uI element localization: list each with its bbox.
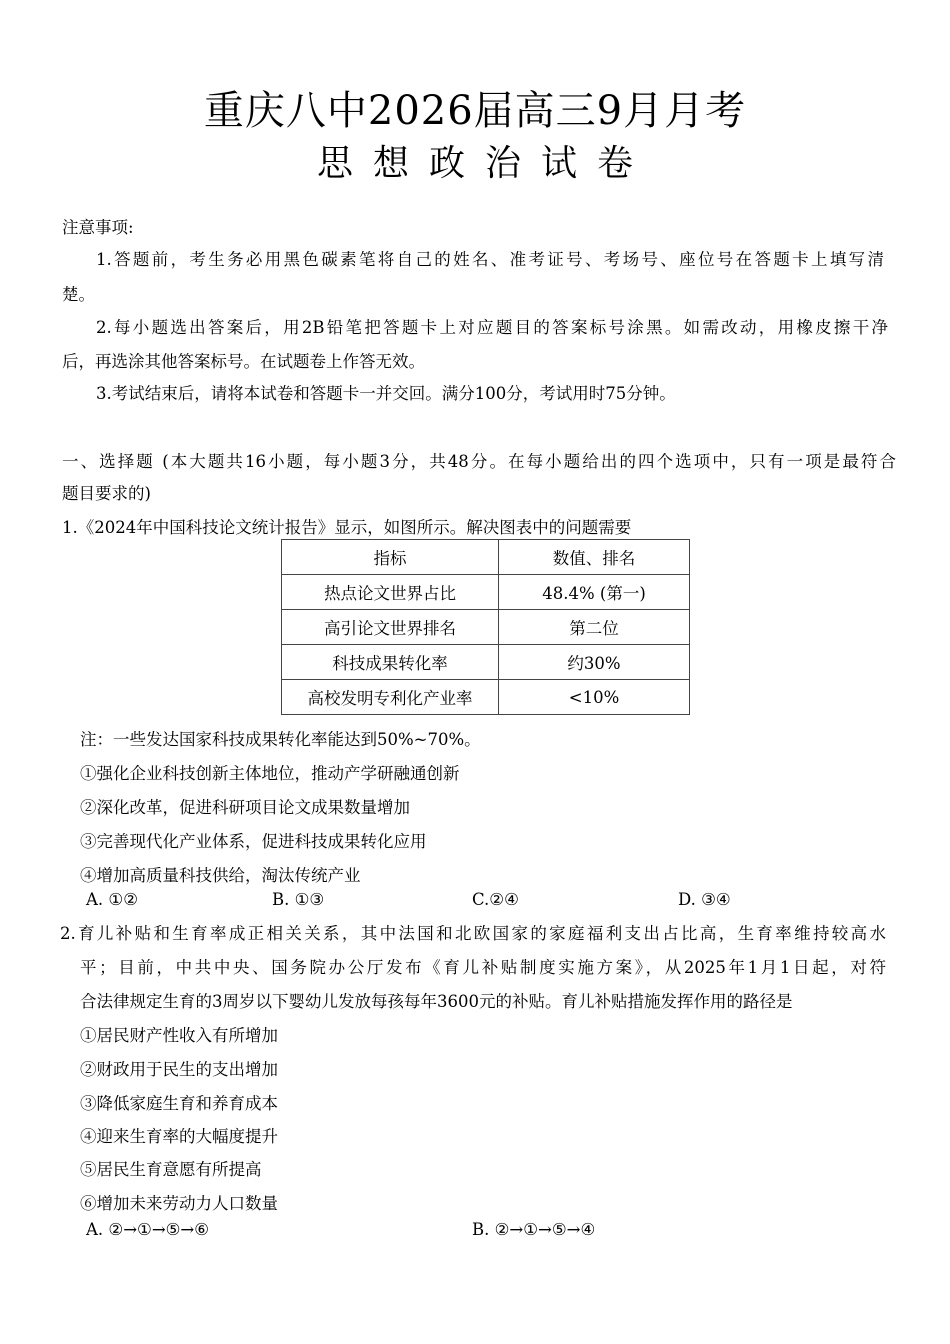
q2-statement: ②财政用于民生的支出增加 — [80, 1060, 278, 1079]
note-item-1-line-2: 楚。 — [62, 285, 95, 304]
table-header-row — [282, 540, 690, 575]
q1-option-d[interactable]: D. ③④ — [678, 890, 731, 909]
q2-statement: ③降低家庭生育和养育成本 — [80, 1094, 278, 1113]
q1-stats-table — [281, 539, 690, 715]
table-row — [282, 680, 690, 715]
table-header-cell: 数值、排名 — [499, 540, 690, 575]
table-cell: 约30% — [499, 645, 690, 680]
section1-heading-line-1: 一、选择题 (本大题共16小题，每小题3分，共48分。在每小题给出的四个选项中，只有一项是最符合 — [62, 452, 896, 471]
q2-option-b[interactable]: B. ②→①→⑤→④ — [472, 1220, 596, 1239]
q1-statement: ④增加高质量科技供给，淘汰传统产业 — [80, 866, 361, 885]
q1-option-b[interactable]: B. ①③ — [272, 890, 325, 909]
q1-statement: ②深化改革，促进科研项目论文成果数量增加 — [80, 798, 410, 817]
table-cell: 第二位 — [499, 610, 690, 645]
table-cell: 48.4% (第一) — [499, 575, 690, 610]
table-cell: 高引论文世界排名 — [282, 610, 499, 645]
notes-heading: 注意事项: — [62, 218, 134, 237]
table-row — [282, 645, 690, 680]
q1-statement: ①强化企业科技创新主体地位，推动产学研融通创新 — [80, 764, 460, 783]
table-row — [282, 610, 690, 645]
table-header-cell: 指标 — [282, 540, 499, 575]
q2-statement: ①居民财产性收入有所增加 — [80, 1026, 278, 1045]
note-item-1-line-1: 1.答题前，考生务必用黑色碳素笔将自己的姓名、准考证号、考场号、座位号在答题卡上填写清 — [96, 250, 884, 269]
note-item-2-line-2: 后，再选涂其他答案标号。在试题卷上作答无效。 — [62, 352, 425, 371]
q2-option-a[interactable]: A. ②→①→⑤→⑥ — [86, 1220, 210, 1239]
q1-option-a[interactable]: A. ①② — [86, 890, 138, 909]
table-cell: 高校发明专利化产业率 — [282, 680, 499, 715]
q2-statement: ⑥增加未来劳动力人口数量 — [80, 1194, 278, 1213]
table-cell: 热点论文世界占比 — [282, 575, 499, 610]
note-item-2-line-1: 2.每小题选出答案后，用2B铅笔把答题卡上对应题目的答案标号涂黑。如需改动，用橡皮擦干净 — [96, 318, 888, 337]
q1-note: 注：一些发达国家科技成果转化率能达到50%~70%。 — [80, 730, 481, 749]
q2-statement: ⑤居民生育意愿有所提高 — [80, 1160, 262, 1179]
exam-subject: 思想政治试卷 — [316, 143, 653, 184]
exam-title: 重庆八中2026届高三9月月考 — [203, 88, 747, 134]
section1-heading-line-2: 题目要求的) — [62, 484, 151, 503]
q2-stem-line-3: 合法律规定生育的3周岁以下婴幼儿发放每孩每年3600元的补贴。育儿补贴措施发挥作用的路径是 — [80, 992, 793, 1011]
q1-statement: ③完善现代化产业体系，促进科技成果转化应用 — [80, 832, 427, 851]
q2-stem-line-2: 平；目前，中共中央、国务院办公厅发布《育儿补贴制度实施方案》，从2025年1月1日起，对符 — [80, 958, 886, 977]
q1-stem: 1.《2024年中国科技论文统计报告》显示，如图所示。解决图表中的问题需要 — [62, 518, 632, 537]
table-row — [282, 575, 690, 610]
q2-stem-line-1: 2.育儿补贴和生育率成正相关关系，其中法国和北欧国家的家庭福利支出占比高，生育率维持较高水 — [60, 924, 886, 943]
q1-option-c[interactable]: C.②④ — [472, 890, 519, 909]
table-cell: 科技成果转化率 — [282, 645, 499, 680]
table-cell: <10% — [499, 680, 690, 715]
note-item-3: 3.考试结束后，请将本试卷和答题卡一并交回。满分100分，考试用时75分钟。 — [96, 384, 676, 403]
q2-statement: ④迎来生育率的大幅度提升 — [80, 1127, 278, 1146]
